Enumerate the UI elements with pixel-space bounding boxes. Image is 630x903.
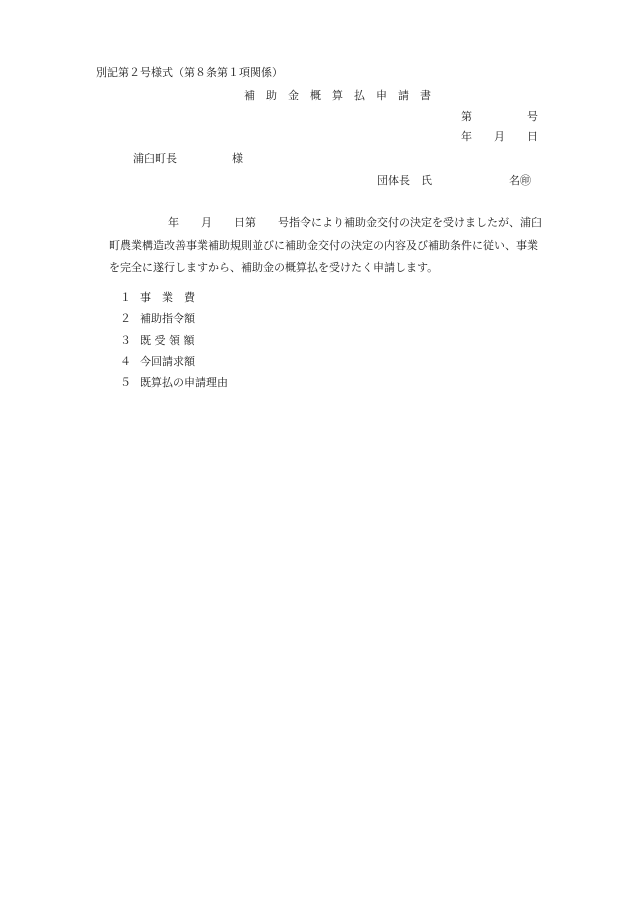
body-text-line: を完全に遂行しますから、補助金の概算払を受けたく申請します。 (109, 261, 439, 274)
list-item (113, 281, 195, 303)
document-title: 補 助 金 概 算 払 申 請 書 (244, 89, 431, 102)
item-number: ３ (120, 334, 131, 347)
body-text-line: 年 月 日第 号指令により補助金交付の決定を受けましたが、浦臼 (168, 216, 542, 229)
list-item (113, 302, 195, 324)
list-item (113, 345, 195, 367)
item-number: ２ (120, 312, 131, 325)
list-item (113, 366, 228, 388)
document-number-line: 第 号 (461, 110, 538, 123)
item-label: 今回請求額 (140, 355, 195, 368)
form-reference: 別記第２号様式（第８条第１項関係） (96, 66, 283, 79)
item-number: １ (120, 291, 131, 304)
applicant-name-line: 団体長 氏 名㊞ (377, 174, 531, 187)
item-label: 既 受 領 額 (140, 334, 195, 347)
item-number: ５ (120, 376, 131, 389)
body-text-line: 町農業構造改善事業補助規則並びに補助金交付の決定の内容及び補助条件に従い、事業 (109, 239, 538, 252)
date-line: 年 月 日 (461, 130, 538, 143)
item-label: 既算払の申請理由 (140, 376, 228, 389)
item-label: 事 業 費 (140, 291, 195, 304)
item-number: ４ (120, 355, 131, 368)
addressee: 浦臼町長 様 (133, 152, 243, 165)
list-item (113, 324, 195, 346)
item-label: 補助指令額 (140, 312, 195, 325)
